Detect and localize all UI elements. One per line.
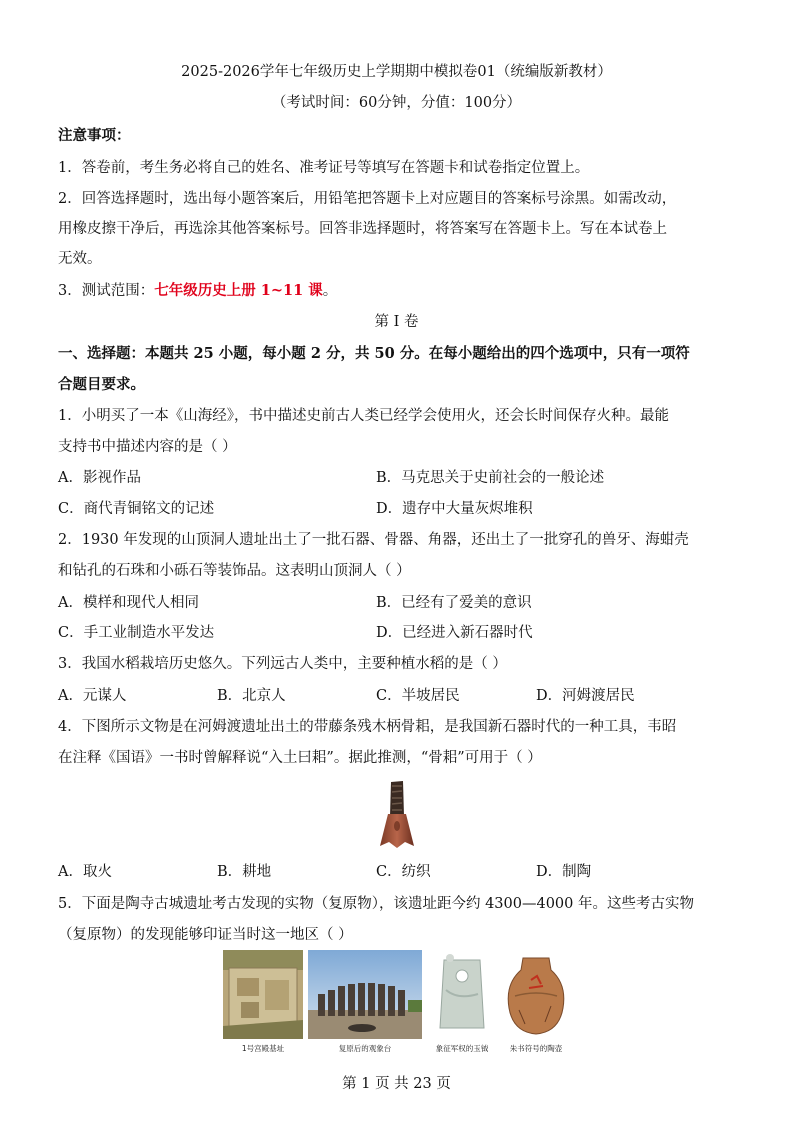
- q3-option-b[interactable]: B．北京人: [217, 688, 286, 704]
- note-3: [58, 281, 337, 301]
- observatory-photo: [308, 950, 422, 1039]
- note-3-prefix: 3．测试范围：: [58, 283, 155, 299]
- section-heading-2: 合题目要求。: [58, 376, 145, 393]
- q1-stem-1: 1．小明买了一本《山海经》，书中描述史前古人类已经学会使用火，还会长时间保存火种。最能: [58, 408, 669, 424]
- q1-option-d[interactable]: D．遗存中大量灰烬堆积: [376, 501, 533, 517]
- palace-foundation-photo: [223, 950, 303, 1039]
- note-2c: 无效。: [58, 251, 102, 267]
- q4-stem-1: 4．下图所示文物是在河姆渡遗址出土的带藤条残木柄骨耜，是我国新石器时代的一种工具，韦昭: [58, 719, 677, 735]
- q5-stem-1: 5．下面是陶寺古城遗址考古发现的实物（复原物），该遗址距今约 4300—4000 年。这些考古实物: [58, 896, 694, 912]
- q2-option-b[interactable]: B．已经有了爱美的意识: [376, 595, 532, 611]
- q3-option-d[interactable]: D．河姆渡居民: [536, 688, 635, 704]
- pottery-jar-photo: [501, 950, 571, 1039]
- note-1: 1．答卷前，考生务必将自己的姓名、准考证号等填写在答题卡和试卷指定位置上。: [58, 160, 590, 176]
- q4-option-d[interactable]: D．制陶: [536, 864, 592, 880]
- section-heading-1: 一、选择题：本题共 25 小题，每小题 2 分，共 50 分。在每小题给出的四个选项中，只有一项符: [58, 345, 690, 362]
- note-2a: 2．回答选择题时，选出每小题答案后，用铅笔把答题卡上对应题目的答案标号涂黑。如需改动，: [58, 191, 677, 207]
- q2-option-a[interactable]: A．模样和现代人相同: [58, 595, 199, 611]
- volume-label: 第 I 卷: [374, 314, 419, 330]
- jade-axe-photo: [428, 950, 496, 1039]
- exam-subtitle: （考试时间：60分钟，分值：100分）: [271, 95, 522, 111]
- page-footer: 第 1 页 共 23 页: [342, 1076, 451, 1092]
- q4-option-a[interactable]: A．取火: [58, 864, 112, 880]
- q5-stem-2: （复原物）的发现能够印证当时这一地区（ ）: [58, 927, 353, 943]
- notes-heading: 注意事项：: [58, 127, 131, 144]
- note-2b: 用橡皮擦干净后，再选涂其他答案标号。回答非选择题时，将答案写在答题卡上。写在本试卷上: [58, 221, 667, 237]
- q4-stem-2: 在注释《国语》一书时曾解释说“入土曰耜”。据此推测，“骨耜”可用于（ ）: [58, 750, 542, 766]
- bone-spade-image: [374, 778, 420, 852]
- q3-option-c[interactable]: C．半坡居民: [376, 688, 460, 704]
- q1-option-b[interactable]: B．马克思关于史前社会的一般论述: [376, 470, 605, 486]
- caption-palace: 1号宫殿基址: [241, 1044, 285, 1053]
- caption-pottery: 朱书符号的陶壶: [509, 1044, 563, 1053]
- exam-title: 2025-2026学年七年级历史上学期期中模拟卷01（统编版新教材）: [181, 64, 612, 80]
- q1-stem-2: 支持书中描述内容的是（ ）: [58, 439, 237, 455]
- caption-jade-axe: 象征军权的玉钺: [435, 1044, 489, 1053]
- q1-option-c[interactable]: C．商代青铜铭文的记述: [58, 501, 215, 517]
- q2-option-d[interactable]: D．已经进入新石器时代: [376, 625, 533, 641]
- q2-stem-1: 2．1930 年发现的山顶洞人遗址出土了一批石器、骨器、角器，还出土了一批穿孔的兽牙、海蚶壳: [58, 532, 689, 548]
- q4-option-c[interactable]: C．纺织: [376, 864, 431, 880]
- test-scope: 七年级历史上册 1~11 课: [154, 282, 323, 299]
- q3-stem-1: 3．我国水稻栽培历史悠久。下列远古人类中，主要种植水稻的是（ ）: [58, 656, 507, 672]
- q2-stem-2: 和钻孔的石珠和小砾石等装饰品。这表明山顶洞人（ ）: [58, 563, 411, 579]
- caption-observatory: 复原后的观象台: [338, 1044, 392, 1053]
- q1-option-a[interactable]: A．影视作品: [58, 470, 141, 486]
- note-3-suffix: 。: [322, 283, 338, 299]
- q4-option-b[interactable]: B．耕地: [217, 864, 272, 880]
- q2-option-c[interactable]: C．手工业制造水平发达: [58, 625, 215, 641]
- q3-option-a[interactable]: A．元谋人: [58, 688, 127, 704]
